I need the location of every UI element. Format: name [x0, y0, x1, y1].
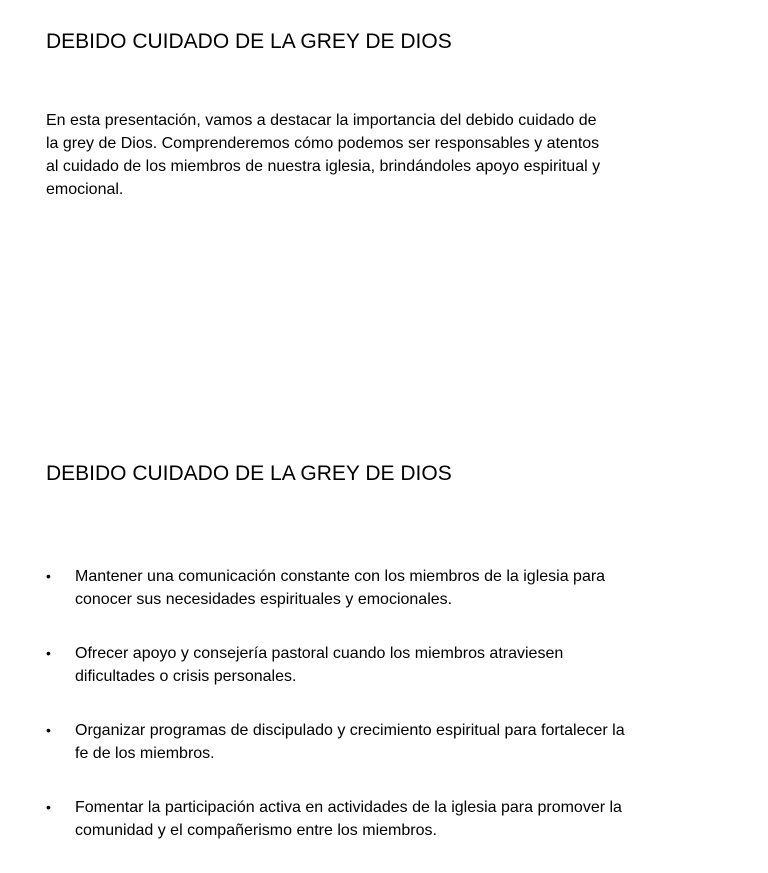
slide-intro [0, 0, 768, 432]
bullet-icon: • [46, 799, 51, 815]
bullet-text: Fomentar la participación activa en actividades de la iglesia para promover la comunidad y el compañerismo entre los miembros. [75, 799, 622, 839]
bullet-item [46, 719, 626, 765]
bullet-item [46, 642, 626, 688]
slide-title: DEBIDO CUIDADO DE LA GREY DE DIOS [46, 462, 452, 485]
bullet-icon: • [46, 722, 51, 738]
bullet-icon: • [46, 568, 51, 584]
bullet-item [46, 565, 626, 611]
intro-paragraph: En esta presentación, vamos a destacar la importancia del debido cuidado de la grey de Dios. Comprenderemos cómo podemos ser responsables y atentos al cuidado de los miembros de nuestra iglesia, brindándoles apoyo espiritual y emocional. [46, 112, 601, 198]
bullet-text: Organizar programas de discipulado y crecimiento espiritual para fortalecer la fe de los miembros. [75, 722, 625, 762]
slide-bullets [0, 432, 768, 866]
bullet-icon: • [46, 645, 51, 661]
slide-title: DEBIDO CUIDADO DE LA GREY DE DIOS [46, 30, 452, 53]
bullet-item [46, 796, 626, 842]
bullet-text: Ofrecer apoyo y consejería pastoral cuando los miembros atraviesen dificultades o crisis personales. [75, 645, 564, 685]
bullet-list [46, 565, 626, 873]
bullet-text: Mantener una comunicación constante con los miembros de la iglesia para conocer sus necesidades espirituales y emocionales. [75, 568, 606, 608]
